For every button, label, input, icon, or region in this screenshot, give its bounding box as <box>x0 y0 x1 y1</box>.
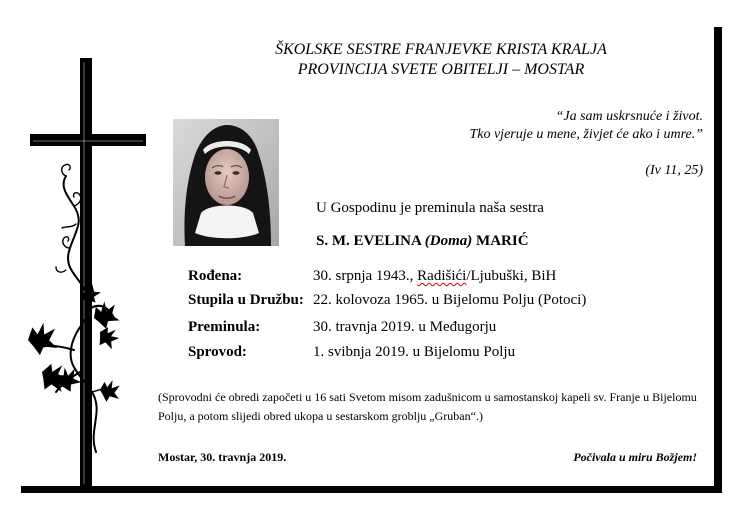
death-label: Preminula: <box>188 319 261 335</box>
deceased-name <box>316 232 529 250</box>
name-nickname: (Doma) <box>424 233 473 249</box>
birth-region: /Ljubuški, BiH <box>466 268 557 284</box>
funeral-label: Sprovod: <box>188 344 247 360</box>
birth-value <box>313 267 556 285</box>
photo-eye <box>215 171 222 174</box>
vine-tendril <box>56 267 66 272</box>
birth-place-misspelled: Radišići <box>417 268 467 284</box>
vine-leaf <box>26 321 60 357</box>
name-surname: MARIĆ <box>472 233 529 249</box>
vine-tendril <box>73 193 80 206</box>
photo-eye <box>233 171 240 174</box>
cross-vertical-post <box>80 58 92 486</box>
congregation-title: ŠKOLSKE SESTRE FRANJEVKE KRISTA KRALJA <box>275 41 607 58</box>
province-title: PROVINCIJA SVETE OBITELJI – MOSTAR <box>297 61 585 78</box>
death-value: 30. travnja 2019. u Međugorju <box>313 319 497 335</box>
vine-tendril <box>62 164 71 176</box>
birth-label: Rođena: <box>188 268 243 284</box>
closing-blessing: Počivala u miru Božjem! <box>573 450 697 464</box>
cross-horizontal-bar <box>30 134 146 146</box>
quote-line-2: Tko vjeruje u mene, živjet će ako i umre.” <box>469 127 703 142</box>
funeral-value: 1. svibnja 2019. u Bijelomu Polju <box>313 344 516 360</box>
entry-label: Stupila u Družbu: <box>188 292 304 308</box>
portrait-photo <box>173 119 279 246</box>
announcement-text: U Gospodinu je preminula naša sestra <box>316 200 544 216</box>
place-and-date: Mostar, 30. travnja 2019. <box>158 450 287 464</box>
quote-line-1: “Ja sam uskrsnuće i život. <box>555 109 703 124</box>
vine-tendril <box>62 224 76 228</box>
funeral-note-line-2: Polju, a potom slijedi obred ukopa u sestarskom groblju „Gruban“.) <box>158 409 483 423</box>
birth-date: 30. srpnja 1943., <box>313 268 418 284</box>
name-given: S. M. EVELINA <box>316 233 425 249</box>
entry-value: 22. kolovoza 1965. u Bijelomu Polju (Potoci) <box>313 292 587 308</box>
vine-leaf <box>100 380 120 402</box>
funeral-note-line-1: (Sprovodni će obredi započeti u 16 sati Svetom misom zadušnicom u samostanskoj kapeli sv. Franje u Bijelomu <box>158 390 697 404</box>
vine-leaf <box>90 298 122 331</box>
vine-leaf <box>94 323 122 352</box>
quote-reference: (Iv 11, 25) <box>645 163 703 178</box>
photo-collar <box>195 206 259 239</box>
frame-right-border <box>714 27 722 493</box>
vine-tendril <box>63 237 70 248</box>
